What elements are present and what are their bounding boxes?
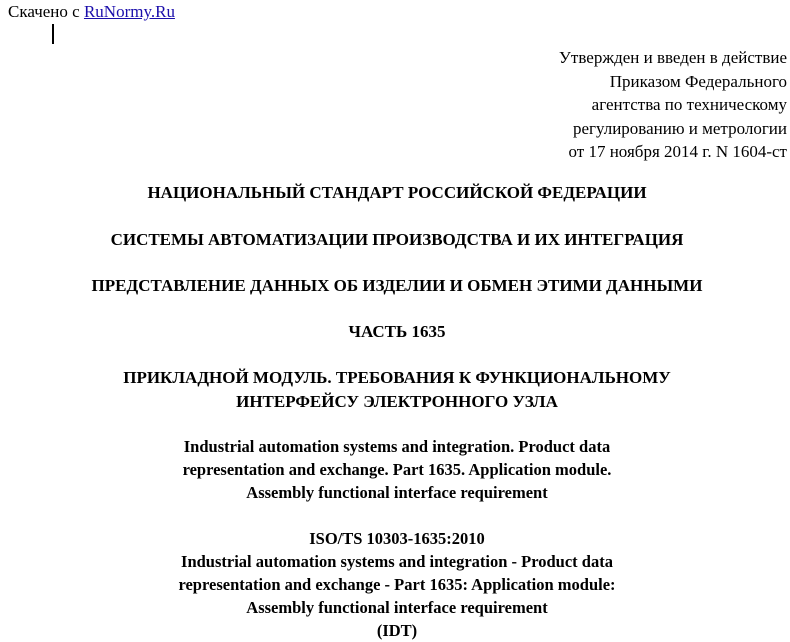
iso-title-line: representation and exchange - Part 1635: Application module: — [178, 575, 616, 594]
source-line — [8, 2, 175, 22]
approval-line: регулированию и метрологии — [572, 118, 787, 138]
systems-title: СИСТЕМЫ АВТОМАТИЗАЦИИ ПРОИЗВОДСТВА И ИХ ИНТЕГРАЦИЯ — [110, 230, 684, 249]
representation-title: ПРЕДСТАВЛЕНИЕ ДАННЫХ ОБ ИЗДЕЛИИ И ОБМЕН ЭТИМИ ДАННЫМИ — [91, 276, 703, 295]
module-title-line: ПРИКЛАДНОЙ МОДУЛЬ. ТРЕБОВАНИЯ К ФУНКЦИОНАЛЬНОМУ — [123, 368, 671, 387]
approval-line: Приказом Федерального — [609, 71, 787, 91]
iso-block — [0, 527, 790, 642]
source-prefix: Скачено с — [8, 2, 84, 21]
english-title-line: Industrial automation systems and integration. Product data — [183, 437, 611, 456]
approval-block — [559, 46, 787, 164]
national-standard-title: НАЦИОНАЛЬНЫЙ СТАНДАРТ РОССИЙСКОЙ ФЕДЕРАЦИИ — [147, 183, 647, 202]
approval-line: агентства по техническому — [591, 95, 787, 114]
text-cursor — [52, 24, 54, 44]
iso-title-line: Industrial automation systems and integration - Product data — [181, 552, 613, 571]
iso-designation: ISO/TS 10303-1635:2010 — [309, 529, 485, 548]
module-title — [0, 366, 790, 414]
english-title-line: representation and exchange. Part 1635. Application module. — [182, 460, 612, 479]
english-title — [0, 435, 790, 504]
part-title: ЧАСТЬ 1635 — [348, 322, 446, 341]
module-title-line: ИНТЕРФЕЙСУ ЭЛЕКТРОННОГО УЗЛА — [236, 392, 558, 411]
source-link[interactable]: RuNormy.Ru — [83, 2, 175, 21]
iso-degree: (IDT) — [376, 621, 418, 640]
iso-title-line: Assembly functional interface requirement — [246, 598, 548, 617]
english-title-line: Assembly functional interface requirement — [246, 483, 548, 502]
approval-line: Утвержден и введен в действие — [558, 48, 787, 67]
approval-line: от 17 ноября 2014 г. N 1604-ст — [568, 142, 787, 161]
